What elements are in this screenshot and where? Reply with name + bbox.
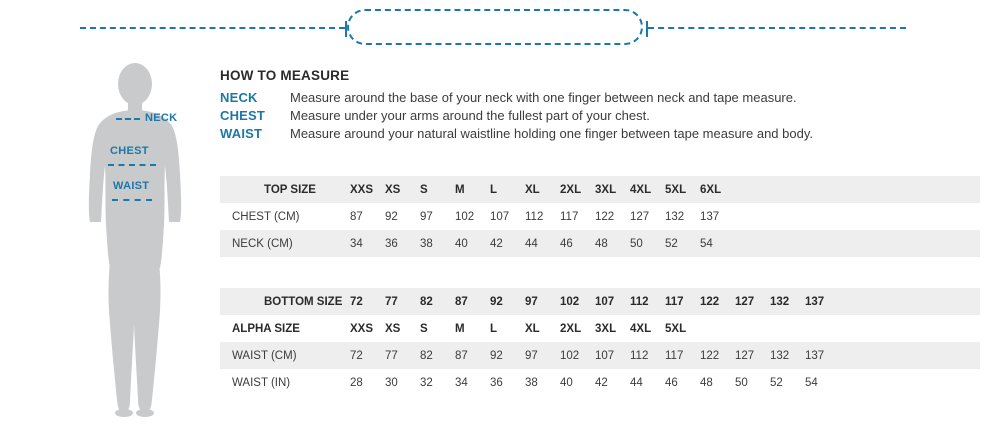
table-cell: 122 bbox=[700, 349, 720, 362]
alpha-size-cell: M bbox=[455, 322, 465, 335]
table-row bbox=[220, 230, 980, 257]
table-cell: 102 bbox=[455, 210, 475, 223]
row-label-neck-cm: NECK (CM) bbox=[232, 237, 293, 250]
size-header-cell: 122 bbox=[700, 295, 720, 308]
table-row-alpha-size bbox=[220, 315, 980, 342]
table-row bbox=[220, 342, 980, 369]
how-to-measure-row bbox=[220, 126, 980, 141]
alpha-size-cell: L bbox=[490, 322, 498, 335]
table-cell: 117 bbox=[665, 349, 684, 362]
table-header-row bbox=[220, 288, 980, 315]
table-cell: 28 bbox=[350, 376, 363, 389]
row-label-waist-in: WAIST (IN) bbox=[232, 376, 291, 389]
table-cell: 54 bbox=[805, 376, 818, 389]
how-to-term-neck: NECK bbox=[220, 90, 258, 105]
dashed-line-right bbox=[648, 27, 906, 29]
table-row bbox=[220, 369, 980, 396]
size-header-cell: 82 bbox=[420, 295, 433, 308]
table-cell: 34 bbox=[455, 376, 468, 389]
table-row bbox=[220, 203, 980, 230]
alpha-size-cell: S bbox=[420, 322, 428, 335]
table-cell: 50 bbox=[735, 376, 748, 389]
body-figure bbox=[60, 62, 210, 417]
size-header-cell: 107 bbox=[595, 295, 615, 308]
table-cell: 32 bbox=[420, 376, 433, 389]
alpha-size-cell: XXS bbox=[350, 322, 374, 335]
table-cell: 87 bbox=[455, 349, 468, 362]
size-header-cell: 77 bbox=[385, 295, 398, 308]
size-header-cell: 2XL bbox=[560, 183, 582, 196]
table-cell: 72 bbox=[350, 349, 363, 362]
table-cell: 52 bbox=[770, 376, 783, 389]
table-cell: 52 bbox=[665, 237, 678, 250]
size-header-cell: 117 bbox=[665, 295, 684, 308]
table-cell: 92 bbox=[385, 210, 398, 223]
table-cell: 107 bbox=[490, 210, 510, 223]
row-label-waist-cm: WAIST (CM) bbox=[232, 349, 297, 362]
table-cell: 92 bbox=[490, 349, 503, 362]
neck-measure-dash bbox=[116, 118, 140, 120]
size-header-cell: 97 bbox=[525, 295, 538, 308]
table-cell: 97 bbox=[525, 349, 538, 362]
table-cell: 42 bbox=[490, 237, 503, 250]
alpha-size-cell: 2XL bbox=[560, 322, 582, 335]
top-size-table bbox=[220, 176, 980, 257]
bottom-size-header-label: BOTTOM SIZE bbox=[264, 295, 343, 308]
chest-measure-dash bbox=[108, 164, 156, 166]
table-cell: 117 bbox=[560, 210, 579, 223]
size-header-cell: 5XL bbox=[665, 183, 687, 196]
size-header-cell: XS bbox=[385, 183, 401, 196]
table-cell: 34 bbox=[350, 237, 363, 250]
row-label-chest-cm: CHEST (CM) bbox=[232, 210, 300, 223]
table-cell: 50 bbox=[630, 237, 643, 250]
size-header-cell: 72 bbox=[350, 295, 363, 308]
waist-measure-dash bbox=[112, 199, 152, 201]
alpha-size-cell: 4XL bbox=[630, 322, 652, 335]
table-cell: 40 bbox=[455, 237, 468, 250]
size-header-cell: 102 bbox=[560, 295, 580, 308]
dashed-pill bbox=[347, 9, 643, 45]
size-header-cell: 3XL bbox=[595, 183, 617, 196]
size-header-cell: 6XL bbox=[700, 183, 722, 196]
size-header-cell: M bbox=[455, 183, 465, 196]
how-to-measure-row bbox=[220, 108, 980, 123]
table-cell: 112 bbox=[630, 349, 649, 362]
table-cell: 97 bbox=[420, 210, 433, 223]
size-header-cell: XXS bbox=[350, 183, 374, 196]
alpha-size-cell: XS bbox=[385, 322, 401, 335]
figure-label-waist: WAIST bbox=[113, 180, 150, 192]
table-cell: 42 bbox=[595, 376, 608, 389]
table-cell: 46 bbox=[665, 376, 678, 389]
size-header-cell: 127 bbox=[735, 295, 755, 308]
table-cell: 112 bbox=[525, 210, 544, 223]
size-header-cell: 4XL bbox=[630, 183, 652, 196]
table-cell: 38 bbox=[525, 376, 538, 389]
decorative-dashed-banner bbox=[0, 0, 1000, 56]
size-header-cell: 132 bbox=[770, 295, 790, 308]
table-cell: 46 bbox=[560, 237, 573, 250]
alpha-size-cell: 5XL bbox=[665, 322, 687, 335]
how-to-desc-chest: Measure under your arms around the fullest part of your chest. bbox=[290, 108, 650, 123]
table-cell: 36 bbox=[385, 237, 398, 250]
table-cell: 102 bbox=[560, 349, 580, 362]
size-header-cell: 137 bbox=[805, 295, 825, 308]
table-header-row bbox=[220, 176, 980, 203]
size-header-cell: S bbox=[420, 183, 428, 196]
table-cell: 48 bbox=[595, 237, 608, 250]
size-header-cell: L bbox=[490, 183, 498, 196]
dashed-line-left bbox=[80, 27, 345, 29]
bottom-size-table bbox=[220, 288, 980, 396]
table-cell: 38 bbox=[420, 237, 433, 250]
size-header-cell: XL bbox=[525, 183, 540, 196]
table-cell: 30 bbox=[385, 376, 398, 389]
size-header-cell: 112 bbox=[630, 295, 649, 308]
table-cell: 82 bbox=[420, 349, 433, 362]
alpha-size-label: ALPHA SIZE bbox=[232, 322, 300, 335]
table-cell: 137 bbox=[805, 349, 825, 362]
table-cell: 87 bbox=[350, 210, 363, 223]
table-cell: 54 bbox=[700, 237, 713, 250]
table-cell: 44 bbox=[525, 237, 538, 250]
how-to-measure-title: HOW TO MEASURE bbox=[220, 68, 350, 83]
table-cell: 122 bbox=[595, 210, 615, 223]
table-cell: 132 bbox=[770, 349, 790, 362]
table-cell: 36 bbox=[490, 376, 503, 389]
top-size-header-label: TOP SIZE bbox=[264, 183, 316, 196]
size-header-cell: 87 bbox=[455, 295, 468, 308]
how-to-desc-waist: Measure around your natural waistline holding one finger between tape measure and body. bbox=[290, 126, 813, 141]
figure-label-neck: NECK bbox=[145, 112, 178, 124]
table-cell: 40 bbox=[560, 376, 573, 389]
how-to-term-waist: WAIST bbox=[220, 126, 263, 141]
table-cell: 48 bbox=[700, 376, 713, 389]
table-cell: 127 bbox=[735, 349, 755, 362]
figure-label-chest: CHEST bbox=[110, 145, 149, 157]
mannequin-silhouette bbox=[60, 62, 210, 417]
table-cell: 77 bbox=[385, 349, 398, 362]
size-header-cell: 92 bbox=[490, 295, 503, 308]
how-to-desc-neck: Measure around the base of your neck with one finger between neck and tape measure. bbox=[290, 90, 797, 105]
alpha-size-cell: XL bbox=[525, 322, 540, 335]
how-to-measure-row bbox=[220, 90, 980, 105]
table-cell: 137 bbox=[700, 210, 720, 223]
how-to-measure-section bbox=[220, 68, 980, 144]
table-cell: 107 bbox=[595, 349, 615, 362]
alpha-size-cell: 3XL bbox=[595, 322, 617, 335]
how-to-term-chest: CHEST bbox=[220, 108, 266, 123]
table-cell: 127 bbox=[630, 210, 650, 223]
dashed-cap-right bbox=[646, 21, 648, 37]
table-cell: 132 bbox=[665, 210, 685, 223]
table-cell: 44 bbox=[630, 376, 643, 389]
